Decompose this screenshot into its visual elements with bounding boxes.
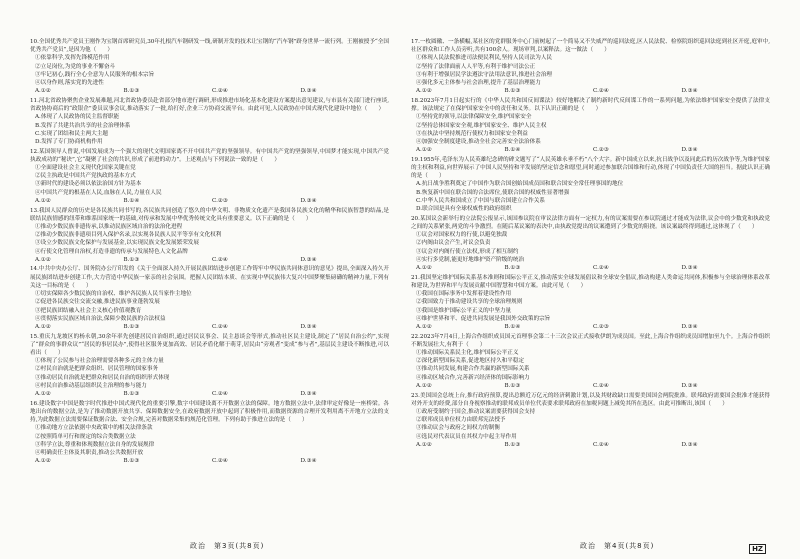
question-block [411,274,770,331]
question-item: ②我国致力于推动建设共享的全球治理规则 [416,299,523,306]
answer-option: B.①④ [504,323,521,330]
answer-option: D.③④ [300,323,317,330]
answer-option: C.②③ [593,323,609,330]
answer-options [411,441,770,449]
answer-option: C.②④ [212,458,228,465]
question-item: ①依靠科学,发挥先锋模范作用 [35,55,110,62]
question-block [411,97,770,154]
answer-option: B.①③ [123,391,140,398]
answer-options [30,323,389,331]
question-item: ③把民族团结融入社会主义核心价值观教育 [35,307,142,314]
question-item: ④维护世界和平、促进共同发展是我国外交政策的宗旨 [416,315,551,322]
question-item: ①我国在国际事务中发挥着建设性作用 [416,291,512,298]
page-footer-left: 政治 第3页(共8页) [190,542,265,550]
answer-option: B.①③ [504,88,521,95]
question-item: ①切实保障各少数民族的自治权、维护各民族人民当家作主地位 [35,291,192,298]
question-item: ④行使文化管理自治权,打造非遗的传承与发展特色人文化品牌 [35,248,188,255]
question-item: ④实行多党制,能更好地维护资产阶级的统治 [416,256,525,263]
question-item: ②村民自治就是把群众组织、居民管理的国家事务 [35,366,159,373]
question-block [30,265,389,331]
answer-option: B.①③ [504,264,521,271]
question-block [411,333,770,390]
answer-option: D.③④ [681,441,698,448]
question-block [30,333,389,399]
question-item: ③推动共同发展,构建合作共赢的新型国际关系 [416,366,530,373]
right-column [411,38,770,535]
question-item: ①全面建设社会主义现代化国家关键在党 [35,165,136,172]
question-stem: 10.全国优秀共产党员王刚作为宝钢首席研究员,30年扎根汽车钢研发一线,研制开发的技术让宝钢的“汽车钢”跻身世界一流行列。王刚被授予“全国优秀共产党员”,是因为他（ ） [30,39,389,54]
answer-option: D.③④ [681,382,698,389]
paper-code-badge: HZ [749,544,766,554]
question-item: ①坚持党的领导,以法律保障安全,维护国家安全 [416,114,532,121]
answer-option: B.①③ [123,88,140,95]
question-item: ④中国共产党的根基在人民,血脉在人民,力量在人民 [35,189,162,196]
question-item: C.中华人民共和国成立了中国与联合国建立合作关系 [416,197,545,204]
answer-option: A.①② [35,88,51,95]
answer-option: C.②④ [212,391,228,398]
answer-option: C.②④ [593,441,609,448]
answer-option: D.③④ [300,391,317,398]
answer-option: B.①④ [123,197,140,204]
question-item: ③有利于增强居民学法遵法守法用法意识,推进社会治理 [416,71,553,78]
answer-options [30,197,389,205]
question-item: ②推动少数民族非遗项目列入保护名录,以实现各民族人民平等享有文化权利 [35,232,222,239]
question-block [411,38,770,95]
question-item: ②民主执政是中国共产党执政的基本方式 [35,173,136,180]
question-item: ③议会对内阁行使立法权,形成了相互制约 [416,248,519,255]
question-stem: 20.某国议会新举行的立法院公报显示,该国参议院在审议法律方面有一定权力,有的议案需要在参议院通过才能成为法律,议会中的少数党和执政党之间的关系紧张,两党的斗争激烈。在随后某议案的表决中,由执政党提出的议案遭到了少数党的阻挠。该议案最终得到通过,这体现了（ ） [411,215,770,230]
answer-options [30,256,389,264]
answer-options [411,87,770,95]
answer-option: A.①② [35,458,51,465]
answer-option: C.②③ [593,147,609,154]
question-item: A.抗日战争胜利奠定了中国作为联合国创始国成员国和联合国安全常任理事国的地位 [416,181,624,188]
answer-option: A.①② [35,256,51,263]
question-block [30,148,389,205]
answer-options [411,146,770,154]
question-item: C.实现了团结和民主两大主题 [35,130,108,137]
question-item: ①议会对国家权力的行使,以避免独裁 [416,232,508,239]
question-item: ②按照简单可行和规定的综合类数据立法 [35,433,136,440]
answer-option: D.③④ [300,88,317,95]
question-stem: 16.建设数字中国是数字时代推进中国式现代化的重要引擎,数字中国建设离不开数据立法的保障。地方数据立法中,法律审定好像是一座桥梁。各地出台的数据立法,是为了推动数据开放共享、保障数据安全,在政府数据开放中起到了积极作用,而数据资源的合理开发利用离不开地方立法的支持,为此数据立法需要保证数据合法、安全合规,完善对数据采集的规范化管理。下列有助于推进立法的是（ ） [30,400,389,424]
question-item: ②深化新型国际关系,促进地区持久和平稳定 [416,358,525,365]
answer-option: C.②③ [212,197,228,204]
question-item: ①政府受制约于国会,推动议案需要获得国会支持 [416,408,536,415]
question-item: ③推动议会与政府之间权力的制衡 [416,425,500,432]
question-item: ②内阁由议会产生,对议会负责 [416,240,491,247]
question-item: ③科学立法,尊重和体现数据立法自身的发展规律 [35,441,155,448]
answer-option: A.①② [416,147,432,154]
answer-option: B.①③ [123,323,140,330]
question-stem: 18.2023年7月1日起实行的《中华人民共和国反间谍法》较好地解决了制约新时代反间谍工作的一系列问题,为依法维护国家安全提供了法律支撑。该法规定了在保护国家安全中的责任和义务。以下认识正确的是（ ） [411,97,770,113]
question-item: ③设立少数民族文化保护与发展基金,以实现民族文化发展繁荣发展 [35,240,199,247]
question-block [30,400,389,466]
answer-option: A.①② [416,88,432,95]
question-item: ④村民自治推动基层组织民主治理的参与能力 [35,382,147,389]
answer-option: C.②④ [212,323,228,330]
answer-option: A.①② [35,323,51,330]
answer-options [30,87,389,95]
answer-option: D.③④ [300,458,317,465]
question-item: ③新时代的建设必须以依法治国方针为基本 [35,181,142,188]
question-item: B.恢复新中国在联合国的合法席位,使联合国的权威性显著增强 [416,189,570,196]
question-item: ④选民对代表议员在其权力中起主导作用 [416,433,517,440]
answer-option: B.①③ [504,382,521,389]
question-item: ④强化多元主体参与社会治理,提升了基层治理能力 [416,80,541,87]
answer-option: B.①④ [504,147,521,154]
question-stem: 11.河北省政协聚焦企业发展难题,河北省政协委员赴省部分地市进行调研,形成推进市场化基本化建设方案提出意见建议,与市县有关部门进行座谈,省政协协商后的“政银企”委员议事会议,推动落实了一批,给打好,企业三方协商交流平台。由此可见,人民政协在中国式现代化建设中地位（ ） [30,97,389,113]
answer-option: C.②④ [593,264,609,271]
answer-options [30,457,389,465]
question-stem: 23.美国国会总统上台,推行政府预算,提出总额近万亿元的经济刺激计划,以及其财政缺口需要美国国会两院批准。联邦政府需要国会批准才能获得对外开支的经费,部分自身视察推动的联邦成员单位代表要求联邦政府在加税问题上减免其所在选区。由此可推断出,该国（ ） [411,392,770,407]
answer-option: A.①② [416,323,432,330]
answer-option: D.③④ [681,88,698,95]
question-stem: 21.我国坚定维护国际关系基本准则和国际公平正义,推动落实全球发展倡议和全球安全倡议,推动构建人类命运共同体,积极参与全球治理体系改革和建设,为世界和平与发展贡献中国智慧和中国方案。由此可见（ ） [411,274,770,289]
answer-option: C.②④ [212,88,228,95]
answer-option: B.①③ [123,458,140,465]
answer-option: A.①② [35,197,51,204]
answer-option: B.①③ [504,441,521,448]
question-item: ④明确责任主体及其职责,推动公共数据开放 [35,449,144,456]
question-stem: 17.一枚圆徽、一条横幅,某社区的党群服务中心门前树起了一个简易又不失威严的巡回法庭,区人民法院、检察院组织巡回法庭到社区开庭,庭审中,社区群众和工作人员旁听,共有100余人。现场审判,以案释法。这一做法（ ） [411,39,770,54]
question-stem: 15.重庆九龙坡区的杨永朝,30余年率先创建居民自治组织,通过居民议事会、民主恳谈会等形式,推动社区民主建设,制定了“居民自治公约”,实现了“群众的事群众议”“居民的事居民办”,使得社区服务更加高效、居民矛盾化解于萌芽,居民由“旁观者”变成“参与者”,基层民主建设不断推进,可以看出（ ） [30,333,389,357]
answer-option: A.①② [416,264,432,271]
question-block [30,38,389,95]
question-item: ③推动居民自治就是把群众和居民自治的组织形式体现 [35,374,170,381]
question-item: ①体现了公民参与社会治理需要各种多元的主体力量 [35,358,164,365]
question-block [411,392,770,449]
question-block [411,215,770,272]
question-block [30,97,389,146]
answer-option: A.①② [416,382,432,389]
question-stem: 19.1955年,毛泽东为人民英雄纪念碑的碑文题写了“人民英雄永垂不朽”八个大字。新中国成立以来,抗日战争以及同此后的历次战争等,为维护国家的主权和利益,向世界展示了中国人民坚持和平发展的坚定信念和愿望,同时通过参加联合国维和行动,体现了中国负责任大国的担当。据此认识正确的是（ ） [411,156,770,180]
question-item: ④加强安全制度建设,推动全社会完善安全法治体系 [416,138,541,145]
question-item: ①推动地方立法依据中央政策中的相关法律条款 [35,425,153,432]
answer-options [411,382,770,390]
answer-option: D.③④ [300,256,317,263]
question-item: ②促进各民族交往交流交融,推进民族事业蓬勃发展 [35,299,160,306]
question-stem: 14.中共中央办公厅、国务院办公厅印发的《关于全面深入持久开展民族团结进步创建工作铸牢中华民族共同体意识的意见》提出,全面深入持久开展民族团结进步创建工作,大力营造中华民族一家亲的社会氛围。把握人民团结本质、在实现中华民族伟大复兴中国梦聚集磅礴的精神力量,下列有关这一目标的是（ ） [30,266,389,289]
question-stem: 22.2023年7月4日,上海合作组织成员国元首理事会第二十三次会议正式接收伊朗为成员国。至此,上海合作组织成员国增加至九个。上海合作组织不断发展壮大,有利于（ ） [411,333,770,348]
question-item: ②坚持总体国家安全观,维护国家安全、维护人民主权 [416,122,547,129]
answer-option: B.①③ [123,256,140,263]
question-item: ④以身作则,落实党的先进性 [35,80,104,87]
question-stem: 13.我国人民群众的历史是各民族共同书写的,各民族共同创造了悠久的中华文明、非物质文化遗产是我国各民族文化的精华和民族智慧的结晶,是联结民族情感的纽带和维系国家统一的基础,对传承和发展中华优秀传统文化具有重要意义。以下正确的是（ ） [30,207,389,222]
page-footer-right: 政治 第4页(共8页) [580,542,655,550]
question-item: D.发挥了专门协商机构作用 [35,138,103,145]
question-item: D.联合国是具有全球权威性的政府组织 [416,206,512,213]
answer-option: D.③④ [681,147,698,154]
answer-options [411,264,770,272]
question-item: ②立足岗位,为党的事业不懈奋斗 [35,63,116,70]
question-item: ①体现人民法院推进司法便民利民,坚持人民司法为人民 [416,55,553,62]
question-item: ③我国是维护国际公平正义的中坚力量 [416,307,512,314]
left-column [30,38,389,535]
question-item: ④贯彻落实民族区域自治法,保障少数民族的合法权益 [35,315,166,322]
answer-option: D.③④ [681,264,698,271]
answer-option: A.①② [416,441,432,448]
answer-options [411,323,770,331]
question-item: ①推动国际关系民主化,维护国际公平正义 [416,350,519,357]
question-item: ③在执法中坚持规范行使权力和国家安全利益 [416,130,528,137]
question-item: ③牢记初心,践行全心全意为人民服务的根本宗旨 [35,71,155,78]
answer-option: D.③④ [300,197,317,204]
question-item: B.发挥了共建共治共享的社会治理体系 [35,122,131,129]
answer-option: C.②④ [212,256,228,263]
question-block [30,207,389,264]
question-item: A.体现了人民政协的民主监督职能 [35,114,120,121]
question-stem: 12.某国领导人曾说,中国发展成为一个强大的现代文明国家离不开中国共产党的坚强领导。有中国共产党的坚强领导,中国梦才能实现,中国共产党执政成功的“秘诀”,它“凝聚了社会的共识,形成了前进的动力”。上述观点与下列说法一致的是（ ） [30,148,389,163]
answer-option: A.①② [35,391,51,398]
question-item: ④推动区域合作,完善新兴经济体的国际影响力 [416,374,530,381]
answer-options [30,390,389,398]
question-item: ②联邦成员单位权力由联邦宪法授予 [416,417,506,424]
question-block [411,156,770,213]
question-item: ②坚持了法律面前人人平等,有利于维护司法公正 [416,63,536,70]
answer-option: D.③④ [681,323,698,330]
question-item: ①推动少数民族非遗传承,以推动民族区域自治的法治化进程 [35,223,183,230]
answer-option: C.②④ [593,382,609,389]
answer-option: C.②④ [593,88,609,95]
